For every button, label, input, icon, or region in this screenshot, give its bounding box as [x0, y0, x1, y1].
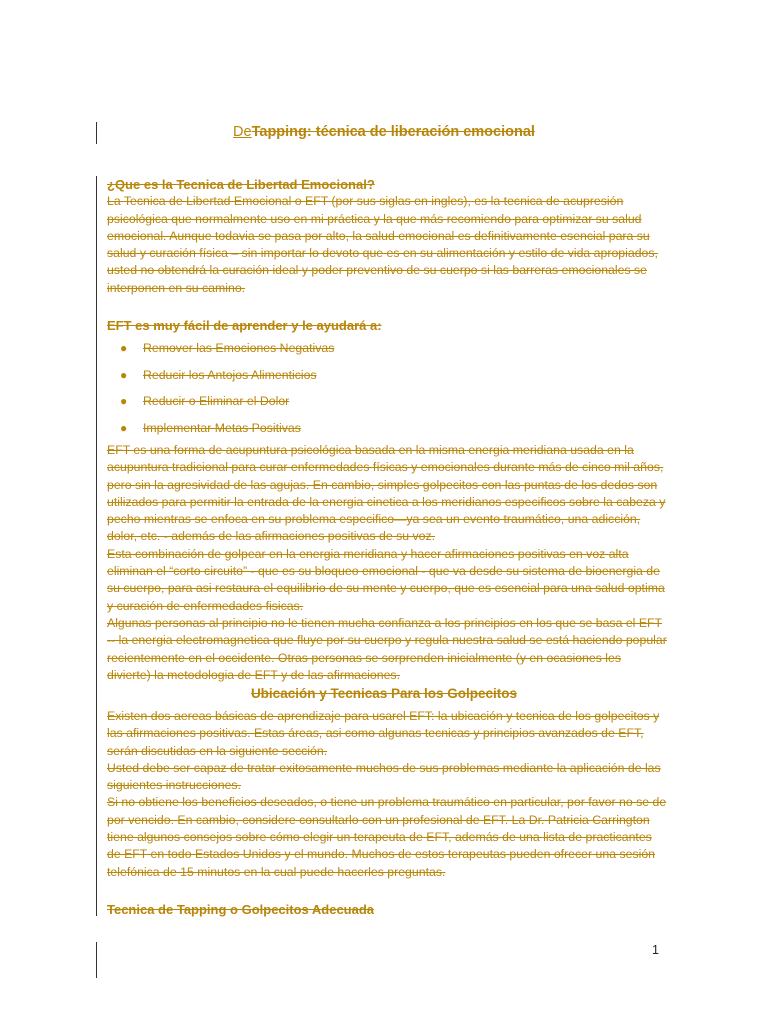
title-deleted-text: Tapping: técnica de liberación emocional: [251, 124, 535, 140]
list-item: [107, 340, 607, 367]
list-item-label: Implementar Metas Positivas: [143, 420, 301, 435]
paragraph: EFT es una forma de acupuntura psicológica basada en la misma energia meridiana usada en la acupuntura tradicional para curar enfermedades físicas y emocionales durante más de cinco mil años, pero sin la agresividad de las agujas. En cambio, simples golpecitos con las puntas de los dedos son utilizados para permitir la entrada de la energia cinetica a los meridianos especificos sobre la cabeza y pecho mientras se enfoca en su problema especifico—ya sea un evento traumático, una adicción, dolor, etc. - además de las afirmaciones positivas de su voz.: [107, 443, 666, 544]
benefits-list: [107, 340, 607, 446]
list-item-label: Reducir o Eliminar el Dolor: [143, 394, 290, 408]
section-heading: Tecnica de Tapping o Golpecitos Adecuada: [107, 902, 375, 917]
paragraph: Si no obtiene los beneficios deseados, o tiene un problema traumático en particular, por favor no se de por vencido. En cambio, considere consultarlo con un profesional de EFT. La Dr. Patricia Carrington tiene algunos consejos sobre cómo elegir un terapeuta de EFT, además de una lista de practicantes de EFT en todo Estados Unidos y el mundo. Muchos de estos terapeutas pueden ofrecer una sesión telefónica de 15 minutos en la cual puede hacerles preguntas.: [107, 795, 667, 879]
list-item-label: Remover las Emociones Negativas: [143, 341, 335, 355]
paragraph: Usted debe ser capaz de tratar exitosamente muchos de sus problemas mediante la aplicación de las siguientes instrucciones.: [107, 760, 661, 793]
section-tapping-technique: [107, 901, 667, 918]
eft-description: [107, 442, 667, 684]
document-title: [108, 124, 660, 140]
section-eft-benefits: [107, 317, 667, 334]
section-tapping-locations: [107, 708, 667, 881]
section-heading: EFT es muy fácil de aprender y le ayudará a:: [107, 318, 382, 333]
change-bar-title: [96, 122, 97, 144]
bullet-icon: ●: [120, 394, 128, 408]
paragraph: Existen dos aereas básicas de aprendizaje para usarel EFT: la ubicación y tecnica de los golpecitos y las afirmaciones positivas. Estas áreas, asi como algunas tecnicas y principios avanzados de EFT, serán discutidas en la siguiente sección.: [107, 709, 660, 758]
bullet-icon: ●: [120, 420, 128, 435]
list-item: [107, 367, 607, 394]
section-what-is-eft: [107, 176, 667, 297]
page-number: 1: [652, 943, 659, 957]
change-bar-body: [96, 176, 97, 916]
section-heading-centered: Ubicación y Tecnicas Para los Golpecitos: [250, 686, 518, 701]
section-heading: ¿Que es la Tecnica de Libertad Emocional?: [107, 177, 375, 192]
list-item: [107, 393, 607, 420]
change-bar-footer: [96, 942, 97, 978]
bullet-icon: ●: [120, 367, 128, 382]
paragraph: Esta combinación de golpear en la energia meridiana y hacer afirmaciones positivas en voz alta eliminan el “corto circuito” - que es su bloqueo emocional - que va desde su sistema de bioenergia de su cuerpo, para asi restaura el equilibrio de su mente y cuerpo, que es esencial para una salud optima y curación de enfermedades fisicas.: [107, 546, 665, 613]
bullet-icon: ●: [120, 341, 128, 355]
title-inserted-text: De: [233, 124, 252, 140]
paragraph: Algunas personas al principio no le tienen mucha confianza a los principios en los que se basa el EFT -- la energia electromagnetica que fluye por su cuerpo y regula nuestra salud se está haciendo popular recientemente en el occidente. Otras personas se sorprenden inicialmente (y en ocasiones les divierte) la metodologia de EFT y de las afirmaciones.: [107, 615, 667, 682]
list-item-label: Reducir los Antojos Alimenticios: [143, 367, 317, 382]
paragraph: La Tecnica de Libertad Emocional o EFT (por sus siglas en ingles), es la tecnica de acupresión psicológica que normalmente uso en mi práctica y la que más recomiendo para optimizar su salud emocional. Aunque todavia se pasa por alto, la salud emocional es definitivamente esencial para su salud y curación física – sin importar lo devoto que es en su alimentación y estilo de vida apropiados, usted no obtendrá la curación ideal y poder preventivo de su cuerpo si las barreras emocionales se interponen en su camino.: [107, 194, 658, 295]
